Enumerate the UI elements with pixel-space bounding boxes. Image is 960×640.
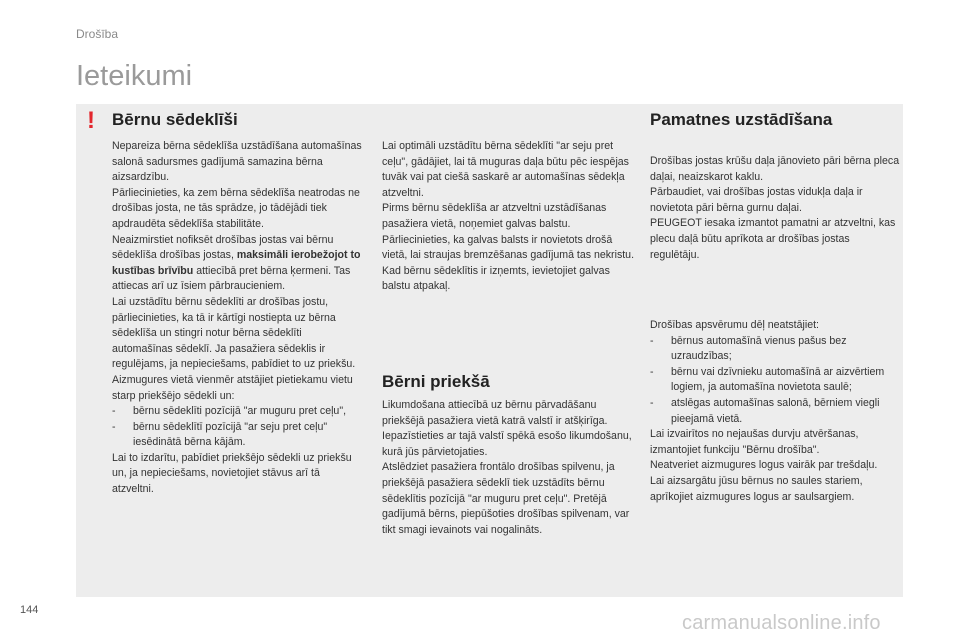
list-item-text: atslēgas automašīnas salonā, bērniem viegli pieejamā vietā. bbox=[671, 396, 880, 425]
paragraph: Lai optimāli uzstādītu bērna sēdeklīti "ar seju pret ceļu", gādājiet, lai tā muguras daļa būtu pēc iespējas tuvāk vai pat ciešā saskarē ar automašīnas sēdekļa atzveltni. bbox=[382, 140, 629, 199]
paragraph: Nepareiza bērna sēdeklīša uzstādīšana automašīnas salonā sadursmes gadījumā samazina bērna aizsardzību. bbox=[112, 140, 362, 184]
paragraph: Lai to izdarītu, pabīdiet priekšējo sēdekli uz priekšu un, ja nepieciešams, novietojiet stāvus arī tā atzveltni. bbox=[112, 451, 352, 496]
booster-seat-text bbox=[650, 154, 900, 263]
list-item bbox=[650, 334, 900, 365]
paragraph: Lai aizsargātu jūsu bērnus no saules stariem, aprīkojiet aizmugures logus ar saulsargiem. bbox=[650, 474, 863, 503]
paragraph: Drošības jostas krūšu daļa jānovieto pāri bērna pleca daļai, neaizskarot kaklu. bbox=[650, 155, 900, 183]
paragraph: Lai uzstādītu bērnu sēdeklīti ar drošības jostu, pārliecinieties, ka tā ir kārtīgi nostiepta uz bērna sēdeklīša un stingri notur bērna sēdeklīti automašīnas sēdeklī. Ja pasažiera sēdeklis ir regulējams, ja nepieciešams, pabīdiet to uz priekšu. bbox=[112, 295, 356, 371]
list-item bbox=[112, 420, 364, 451]
never-leave-text bbox=[650, 318, 900, 505]
paragraph bbox=[112, 233, 364, 295]
list-item bbox=[650, 365, 900, 396]
page-title: Ieteikumi bbox=[76, 60, 193, 92]
page-number: 144 bbox=[20, 604, 39, 616]
list-marker: - bbox=[650, 365, 654, 378]
heading-child-seats: Bērnu sēdeklīši bbox=[112, 110, 238, 129]
heading-booster-seat: Pamatnes uzstādīšana bbox=[650, 110, 833, 129]
child-seats-column-1 bbox=[112, 139, 364, 498]
list-marker: - bbox=[650, 334, 654, 347]
list-marker: - bbox=[112, 420, 116, 433]
paragraph: Pārliecinieties, ka galvas balsts ir novietots drošā vietā, lai straujas bremzēšanas gadījumā tas nekristu. bbox=[382, 233, 635, 262]
section-label: Drošība bbox=[76, 27, 119, 41]
list-marker: - bbox=[650, 396, 654, 409]
list-item-text: bērnus automašīnā vienus pašus bez uzraudzības; bbox=[671, 334, 847, 363]
child-seats-column-2 bbox=[382, 139, 634, 295]
paragraph: Pārliecinieties, ka zem bērna sēdeklīša neatrodas ne drošības josta, ne tās sprādze, jo tādējādi tiek apdraudēta sēdeklīša stabilitāte. bbox=[112, 186, 360, 230]
paragraph: Aizmugures vietā vienmēr atstājiet pietiekamu vietu starp priekšējo sēdekli un: bbox=[112, 373, 353, 402]
emphasis-text: maksimāli ierobežojot to kustības brīvību bbox=[112, 249, 361, 277]
exclamation-icon: ! bbox=[87, 107, 95, 134]
watermark: carmanualsonline.info bbox=[682, 612, 881, 634]
paragraph: Pirms bērnu sēdeklīša ar atzveltni uzstādīšanas pasažiera vietā, noņemiet galvas balstu. bbox=[382, 202, 607, 230]
list-item-text: bērnu sēdeklītī pozīcijā "ar seju pret ceļu" iesēdinātā bērna kājām. bbox=[133, 420, 328, 449]
paragraph: Drošības apsvērumu dēļ neatstājiet: bbox=[650, 319, 819, 331]
paragraph: Neatveriet aizmugures logus vairāk par trešdaļu. bbox=[650, 459, 878, 472]
list-item bbox=[650, 396, 900, 427]
text: Neaizmirstiet nofiksēt drošības jostas vai bērnu sēdeklīša drošības jostas, bbox=[112, 233, 334, 262]
text: attiecībā pret bērna ķermeni. Tas attiecas arī uz īsiem pārbraucieniem. bbox=[112, 264, 351, 293]
list-item bbox=[112, 404, 364, 420]
paragraph: Likumdošana attiecībā uz bērnu pārvadāšanu priekšējā pasažiera vietā katrā valstī ir atšķirīga. Iepazīstieties ar tajā valstī spēkā esošo likumdošanu, kurā jūs pārvietojaties. bbox=[382, 399, 632, 458]
paragraph: Kad bērnu sēdeklītis ir izņemts, ievietojiet galvas balstu atpakaļ. bbox=[382, 264, 610, 293]
children-front-text bbox=[382, 398, 634, 538]
paragraph: PEUGEOT iesaka izmantot pamatni ar atzveltni, kas plecu daļā būtu aprīkota ar drošības jostas regulētāju. bbox=[650, 217, 896, 261]
list-item-text: bērnu sēdeklīti pozīcijā "ar muguru pret ceļu", bbox=[133, 405, 347, 418]
list-marker: - bbox=[112, 405, 116, 418]
paragraph: Atslēdziet pasažiera frontālo drošības spilvenu, ja priekšējā pasažiera sēdeklī tiek uzstādīts bērnu sēdeklītis pozīcijā "ar muguru pret ceļu". Pretējā gadījumā bērns, piepūšoties drošības spilvenam, var tikt smagi ievainots vai nogalināts. bbox=[382, 461, 630, 536]
list-item-text: bērnu vai dzīvnieku automašīnā ar aizvērtiem logiem, ja automašīna novietota saulē; bbox=[671, 365, 885, 394]
paragraph: Pārbaudiet, vai drošības jostas vidukļa daļa ir novietota pāri bērna gurnu daļai. bbox=[650, 186, 863, 214]
paragraph: Lai izvairītos no nejaušas durvju atvēršanas, izmantojiet funkciju "Bērnu drošība". bbox=[650, 428, 859, 456]
heading-children-front: Bērni priekšā bbox=[382, 372, 490, 391]
